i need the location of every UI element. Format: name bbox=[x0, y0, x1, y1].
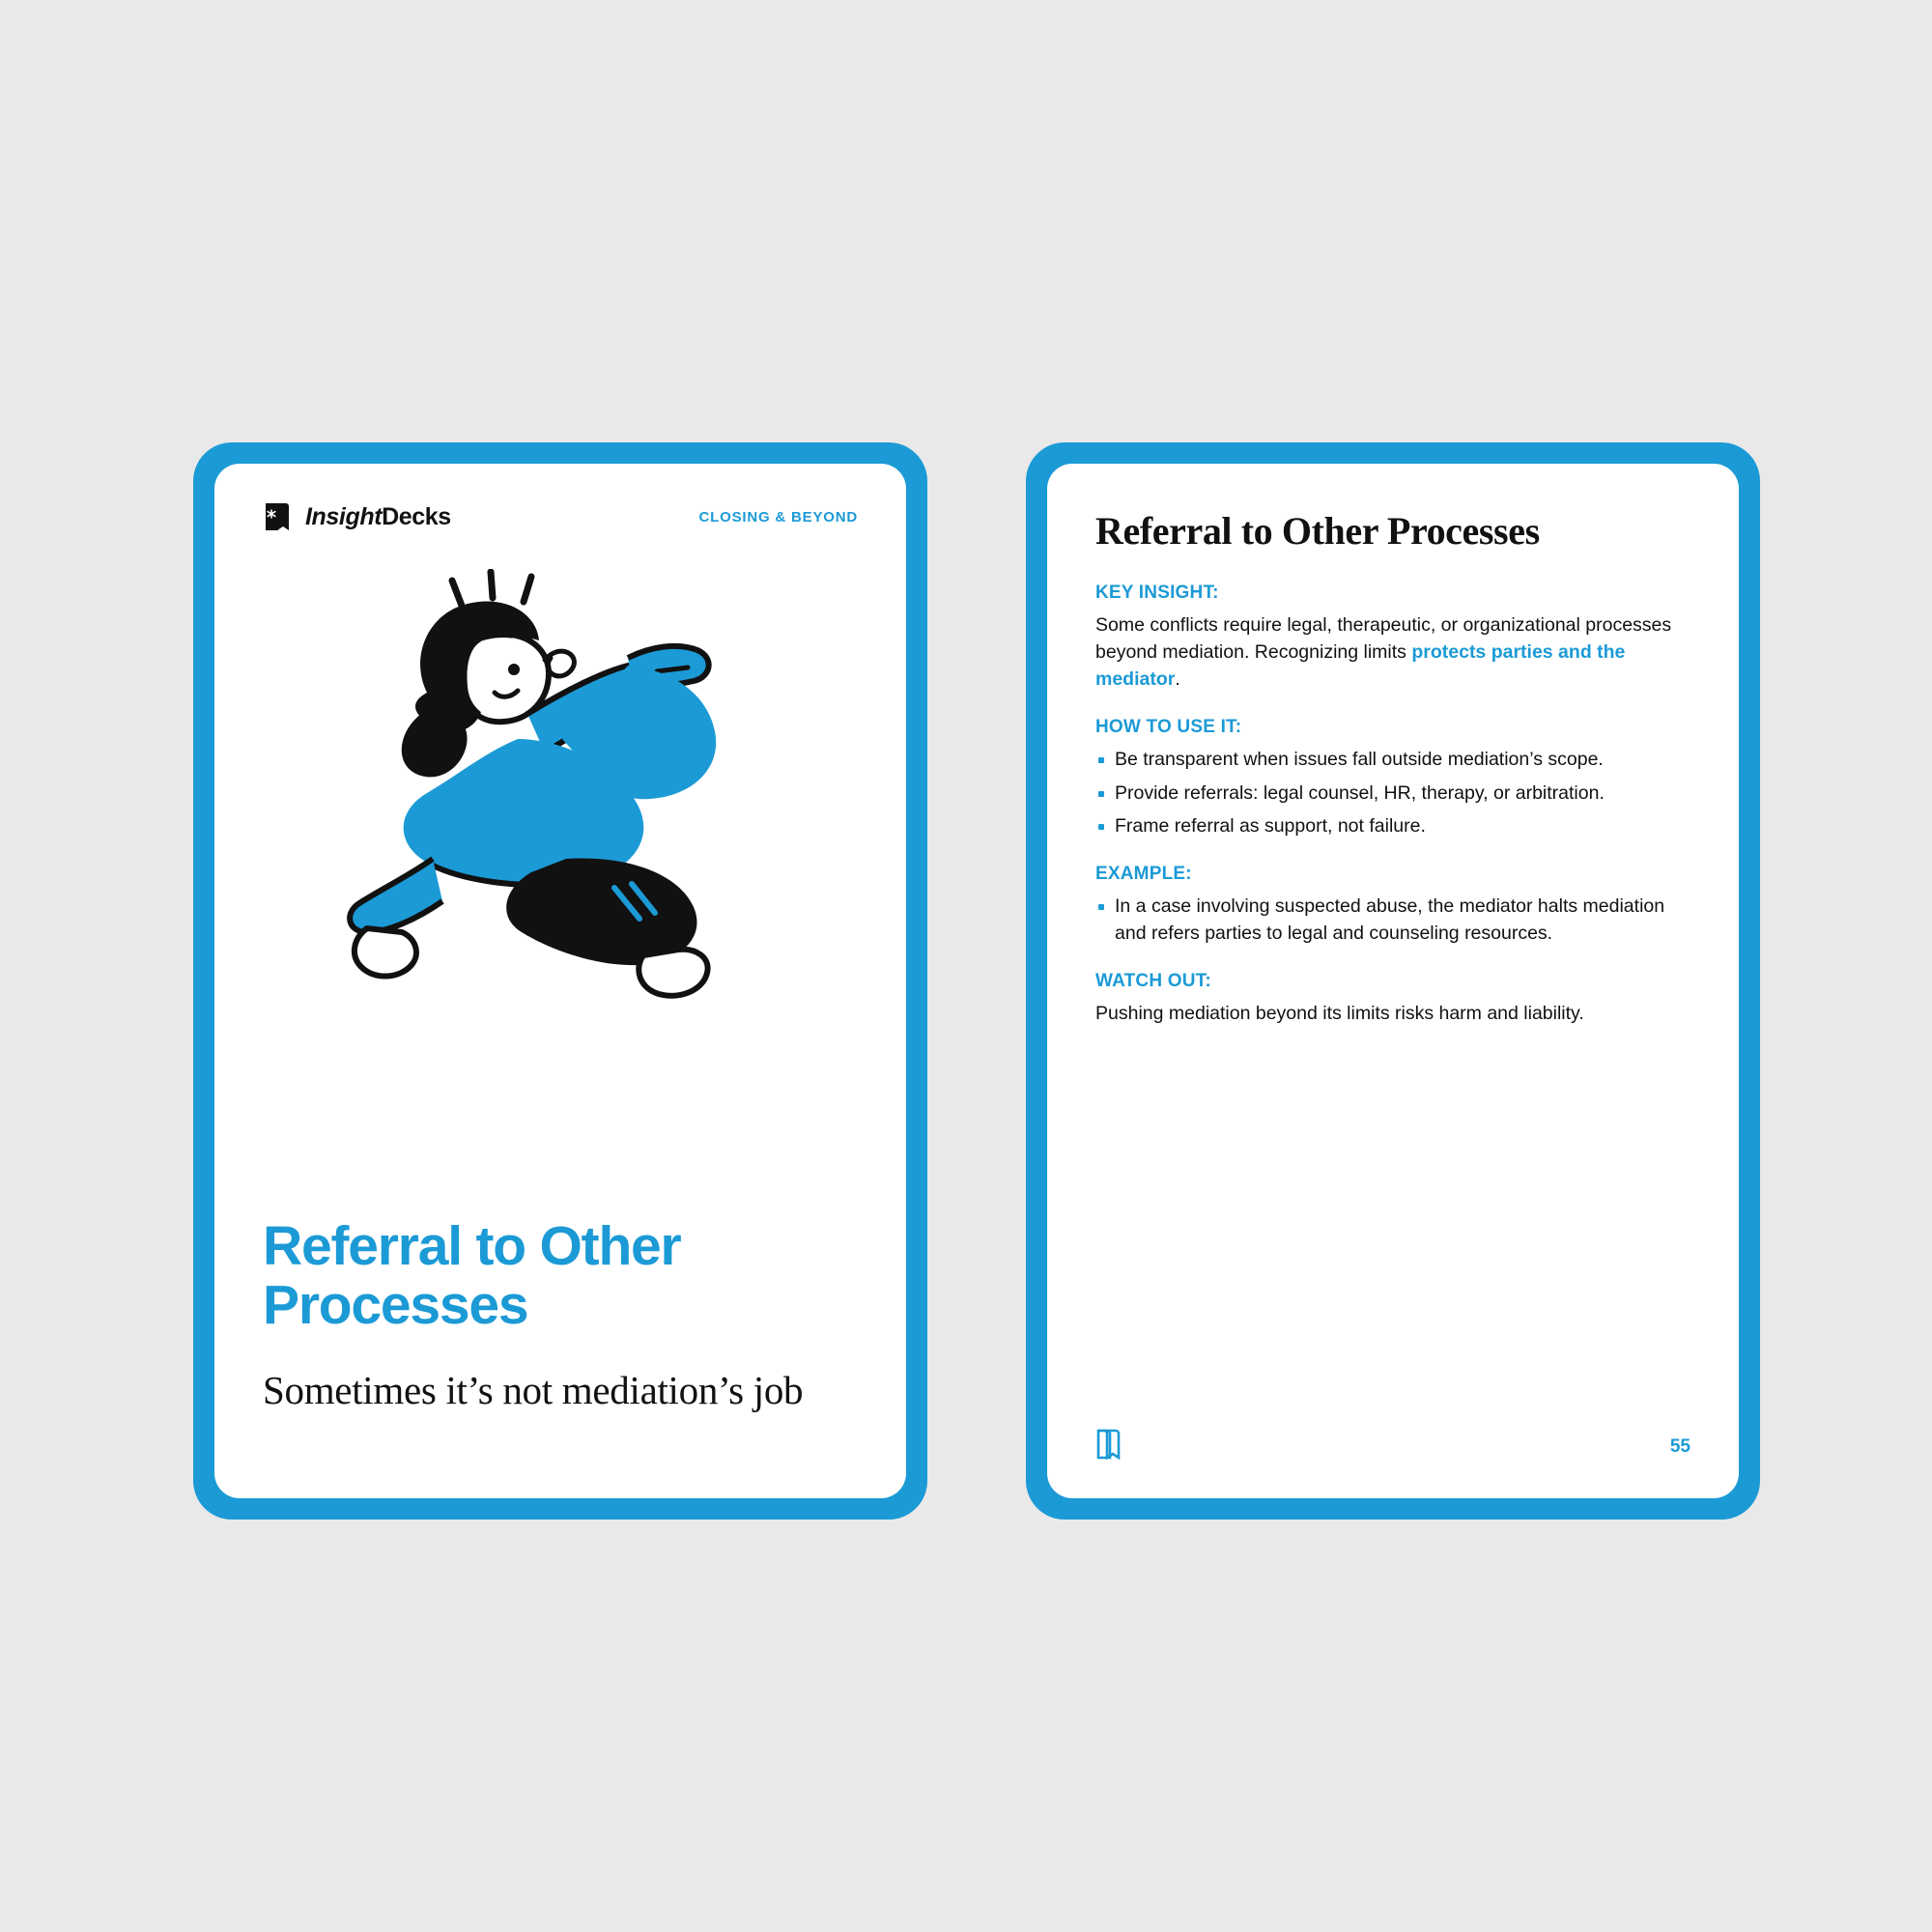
example-list bbox=[1095, 894, 1690, 948]
key-insight-highlight: protects parties and the mediator bbox=[1095, 640, 1626, 690]
how-to-use-it-list bbox=[1095, 747, 1690, 841]
page-subtitle: Sometimes it’s not mediation’s job bbox=[263, 1368, 804, 1412]
brand-lockup bbox=[263, 500, 451, 533]
section-heading-watch-out: WATCH OUT: bbox=[1095, 971, 1211, 991]
card-front-inner bbox=[214, 464, 906, 1498]
list-item: Be transparent when issues fall outside mediation’s scope. bbox=[1095, 747, 1690, 774]
brand-name: InsightDecks bbox=[305, 502, 451, 530]
card-back-inner bbox=[1047, 464, 1739, 1498]
section-heading-key-insight: KEY INSIGHT: bbox=[1095, 582, 1219, 603]
card-front-content bbox=[214, 464, 906, 1498]
back-footer bbox=[1095, 1428, 1690, 1465]
section-heading-example: EXAMPLE: bbox=[1095, 864, 1192, 885]
key-insight-lead: Some conflicts require legal, therapeutic, or organizational processes beyond mediation. Recognizing limits bbox=[1095, 614, 1672, 663]
section-heading-how-to-use-it: HOW TO USE IT: bbox=[1095, 716, 1242, 737]
list-item: Provide referrals: legal counsel, HR, therapy, or arbitration. bbox=[1095, 781, 1690, 808]
front-header bbox=[263, 500, 858, 533]
list-item: Frame referral as support, not failure. bbox=[1095, 813, 1690, 840]
card-back bbox=[1026, 442, 1760, 1520]
page-title: Referral to Other Processes bbox=[263, 1215, 681, 1336]
section-body-key-insight bbox=[1095, 612, 1690, 694]
page-number: 55 bbox=[1669, 1435, 1690, 1457]
book-mark-icon bbox=[263, 500, 296, 533]
section-body-watch-out: Pushing mediation beyond its limits risks harm and liability. bbox=[1095, 1003, 1584, 1024]
category-label: CLOSING & BEYOND bbox=[698, 508, 858, 526]
person-running-pointing-illustration bbox=[263, 554, 858, 1047]
key-insight-tail: . bbox=[1175, 668, 1180, 690]
list-item: In a case involving suspected abuse, the mediator halts mediation and refers parties to legal and counseling resources. bbox=[1095, 894, 1690, 948]
card-front bbox=[193, 442, 927, 1520]
card-back-content bbox=[1047, 464, 1739, 1498]
back-title: Referral to Other Processes bbox=[1095, 509, 1540, 553]
book-mark-icon bbox=[1095, 1428, 1124, 1465]
